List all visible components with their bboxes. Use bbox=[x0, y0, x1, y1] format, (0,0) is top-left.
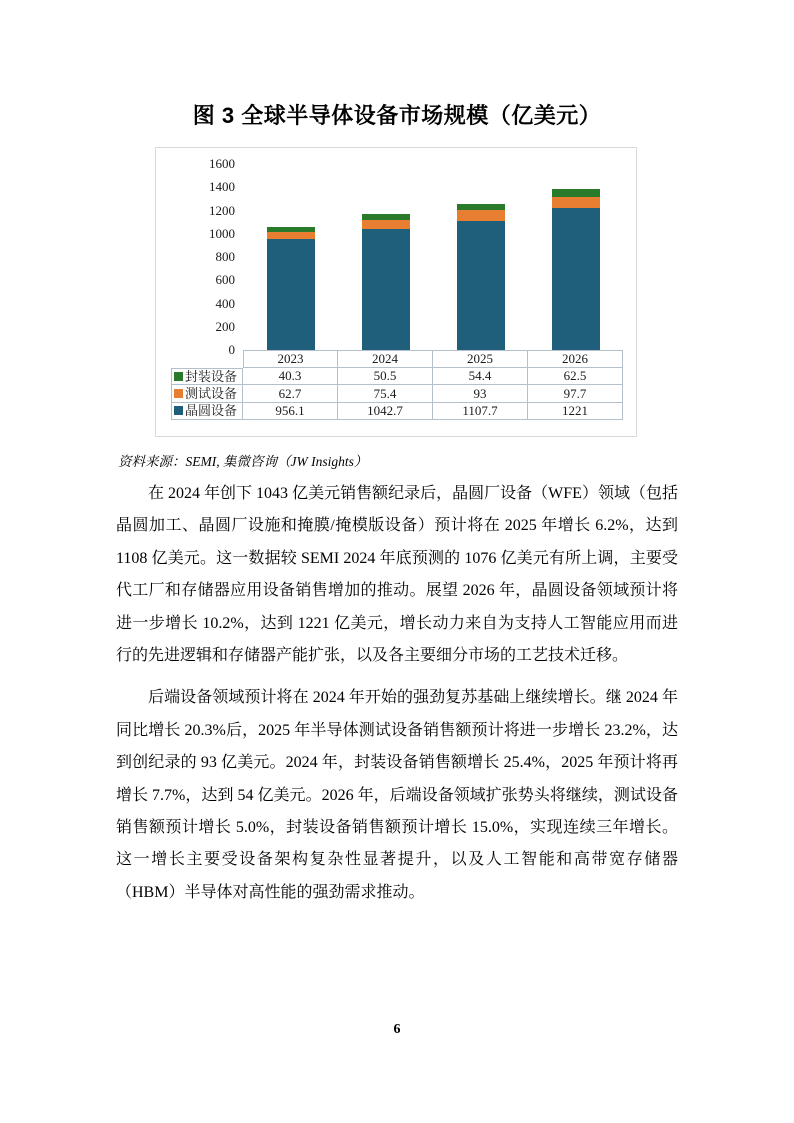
table-value-cell: 1107.7 bbox=[433, 403, 528, 421]
table-corner-cell bbox=[171, 350, 243, 368]
table-value-cell: 62.5 bbox=[528, 368, 623, 386]
chart-data-table bbox=[171, 350, 623, 420]
y-axis-tick-label: 400 bbox=[215, 295, 235, 311]
table-year-header: 2026 bbox=[528, 350, 623, 368]
table-value-cell: 1221 bbox=[528, 403, 623, 421]
stacked-bar-2023 bbox=[267, 227, 315, 350]
bar-segment bbox=[362, 220, 410, 229]
y-axis-tick-label: 1600 bbox=[209, 156, 235, 171]
stacked-bar-2024 bbox=[362, 214, 410, 350]
series-label bbox=[171, 403, 243, 421]
series-name: 封装设备 bbox=[185, 368, 238, 384]
figure-title: 图 3 全球半导体设备市场规模（亿美元） bbox=[192, 103, 602, 128]
page-number: 6 bbox=[393, 1022, 401, 1037]
table-value-cell: 956.1 bbox=[243, 403, 338, 421]
y-axis-tick-label: 1000 bbox=[209, 225, 235, 241]
stacked-bar-2026 bbox=[552, 189, 600, 350]
bar-segment bbox=[267, 239, 315, 350]
stacked-bar-2025 bbox=[457, 204, 505, 350]
series-label bbox=[171, 385, 243, 403]
bar-segment bbox=[552, 208, 600, 350]
legend-swatch-icon bbox=[174, 389, 183, 398]
y-axis-tick-label: 200 bbox=[215, 318, 235, 334]
body-text bbox=[116, 478, 678, 919]
table-value-cell: 1042.7 bbox=[338, 403, 433, 421]
bar-segment bbox=[457, 210, 505, 221]
bar-segment bbox=[552, 189, 600, 196]
paragraph: 后端设备领域预计将在 2024 年开始的强劲复苏基础上继续增长。继 2024 年同比增长 20.3%后，2025 年半导体测试设备销售额预计将进一步增长 23.2%，达到创纪录的 93 亿美元。2024 年，封装设备销售额增长 25.4%，2025 年预计将再增长 7.7%，达到 54 亿美元。2026 年，后端设备领域扩张势头将继续，测试设备销售额预计增长 5.0%，封装设备销售额预计增长 15.0%，实现连续三年增长。这一增长主要受设备架构复杂性显著提升，以及人工智能和高带宽存储器（HBM）半导体对高性能的强劲需求推动。 bbox=[116, 689, 678, 901]
bar-segment bbox=[362, 229, 410, 350]
y-axis-tick-label: 800 bbox=[215, 249, 235, 264]
y-axis-tick-label: 1400 bbox=[209, 179, 235, 195]
table-year-header: 2023 bbox=[243, 350, 338, 368]
bar-segment bbox=[552, 197, 600, 208]
figure-source: 资料来源：SEMI, 集微咨询（JW Insights） bbox=[118, 454, 368, 469]
table-year-header: 2025 bbox=[433, 350, 528, 368]
y-axis-tick-label: 600 bbox=[215, 272, 235, 288]
bar-segment bbox=[267, 232, 315, 239]
y-axis-tick-label: 1200 bbox=[209, 202, 235, 218]
legend-swatch-icon bbox=[174, 406, 183, 415]
paragraph: 在 2024 年创下 1043 亿美元销售额纪录后，晶圆厂设备（WFE）领域（包括晶圆加工、晶圆厂设施和掩膜/掩模版设备）预计将在 2025 年增长 6.2%，达到 1108 亿美元。这一数据较 SEMI 2024 年底预测的 1076 亿美元有所上调，主要受代工厂和存储器应用设备销售增加的推动。展望 2026 年，晶圆设备领域预计将进一步增长 10.2%，达到 1221 亿美元，增长动力来自为支持人工智能应用而进行的先进逻辑和存储器产能扩张，以及各主要细分市场的工艺技术迁移。 bbox=[116, 485, 678, 665]
table-value-cell: 75.4 bbox=[338, 385, 433, 403]
bar-segment bbox=[457, 221, 505, 350]
y-axis-tick-label: 0 bbox=[228, 342, 235, 357]
chart-plot-area bbox=[243, 164, 623, 350]
legend-swatch-icon bbox=[174, 372, 183, 381]
table-value-cell: 93 bbox=[433, 385, 528, 403]
table-value-cell: 54.4 bbox=[433, 368, 528, 386]
table-value-cell: 40.3 bbox=[243, 368, 338, 386]
table-value-cell: 50.5 bbox=[338, 368, 433, 386]
table-value-cell: 62.7 bbox=[243, 385, 338, 403]
series-label bbox=[171, 368, 243, 386]
series-name: 测试设备 bbox=[185, 385, 238, 401]
table-value-cell: 97.7 bbox=[528, 385, 623, 403]
table-year-header: 2024 bbox=[338, 350, 433, 368]
chart-panel bbox=[155, 147, 637, 437]
series-name: 晶圆设备 bbox=[185, 403, 238, 419]
